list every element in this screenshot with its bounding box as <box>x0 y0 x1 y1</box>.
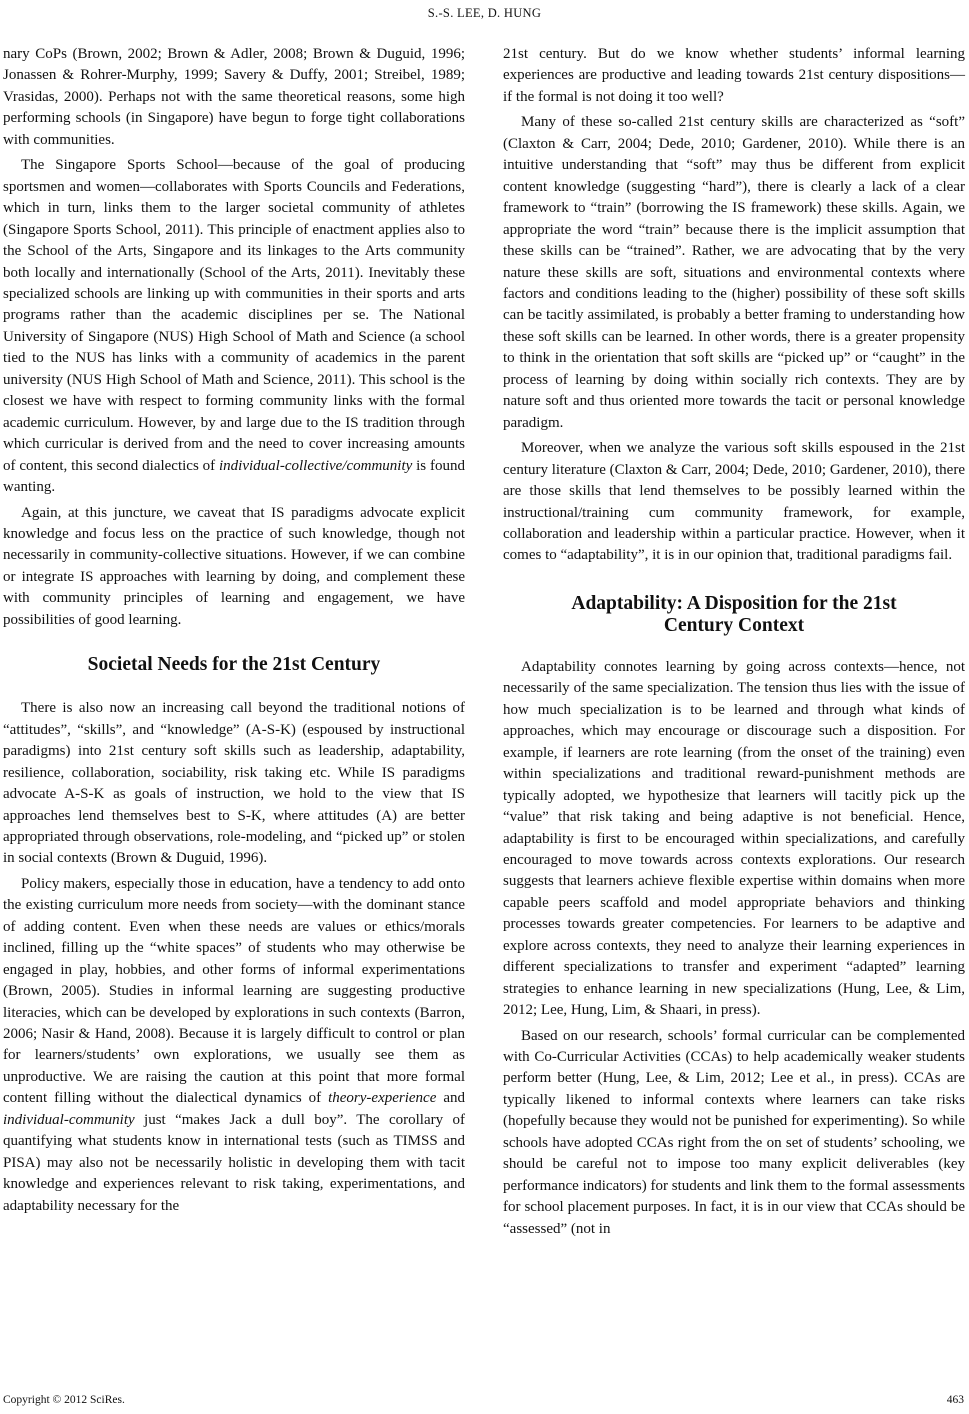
emphasis-text: individual-collective/community <box>219 457 413 474</box>
paragraph: Adaptability connotes learning by going across contexts—hence, not necessarily of the same specialization. The tension thus lies with the issue of how much specialization is to be learned and through what kinds of approaches, which may encourage or discourage such a disposition. For example, if learners are rote learning (from the onset of the training) even within specializations and traditional reward-punishment methods are typically adopted, we hypothesize that learners will tacitly pick up the “value” that risk taking and being adaptive is not beneficial. Hence, adaptability is first to be encouraged within specializations, and carefully encouraged to move towards across contexts explorations. Our research suggests that learners achieve flexible expertise within domains when more capable peers scaffold and model appropriate behaviors and thinking processes towards greater competencies. For learners to be adaptive and explore across contexts, they need to analyze their learning experiences in different specializations to transfer and experiment “adapted” learning strategies to enhance learning in new specializations (Hung, Lee, & Lim, 2012; Lee, Hung, Lim, & Shaari, in press). <box>503 658 965 1019</box>
paragraph-text: Policy makers, especially those in education, have a tendency to add onto the existing curriculum more needs from society—with the dominant stance of adding content. Even when these needs are values or ethics/morals inclined, filling up the “white spaces” of students who may otherwise be engaged in play, hobbies, and other forms of informal experimentations (Brown, 2005). Studies in informal learning are suggesting productive literacies, which can be developed by explorations in such contexts (Barron, 2006; Nasir & Hand, 2008). Because it is largely difficult to control or plan for learners/students’ own explorations, we usually see them as unproductive. We are raising the caution at this point that more formal content filling without the dialectical dynamics of <box>3 875 465 1107</box>
paragraph <box>3 155 465 498</box>
emphasis-text: individual-community <box>3 1111 135 1128</box>
copyright-notice: Copyright © 2012 SciRes. <box>3 1394 125 1406</box>
paragraph: Based on our research, schools’ formal curricular can be complemented with Co-Curricular Activities (CCAs) to help academically weaker students perform better (Hung, Lee, & Lim, 2012; Lee et al., in press). CCAs are typically likened to informal contexts where learners can take risks (hopefully because they would not be punished for experimenting). So while schools have adopted CCAs right from the on set of students’ schooling, we should be careful not to impose too many explicit deliverables (key performance indicators) for students and link them to the formal assessments for school placement purposes. In fact, it is in our view that CCAs should be “assessed” (not in <box>503 1027 965 1237</box>
paragraph: 21st century. But do we know whether students’ informal learning experiences are productive and leading towards 21st century dispositions—if the formal is not doing it too well? <box>503 46 965 105</box>
heading-line: Century Context <box>663 614 805 636</box>
paragraph-text: The Singapore Sports School—because of the goal of producing sportsmen and women—collaborates with Sports Councils and Federations, which in turn, links them to the larger societal community of athletes (Singapore Sports School, 2011). This principle of enactment applies also to the School of the Arts, Singapore and its linkages to the Arts community both locally and internationally (School of the Arts, 2011). Inevitably these specialized schools are linking up with communities in their sports and arts programs rather than the academic disciplines per se. The National University of Singapore (NUS) High School of Math and Science (a school tied to the NUS has links with a community of academics in the parent university (NUS High School of Math and Science, 2011). This school is the closest we have with respect to forming community links with the formal academic curriculum. However, by and large due to the IS tradition through which curricular is derived from and the need to cover increasing amounts of content, this second dialectics of <box>3 157 465 474</box>
paragraph: nary CoPs (Brown, 2002; Brown & Adler, 2008; Brown & Duguid, 1996; Jonassen & Rohrer-Murphy, 1999; Savery & Duffy, 2001; Streibel, 1989; Vrasidas, 2000). Perhaps not with the same theoretical reasons, some high performing schools (in Singapore) have begun to forge tight collaborations with communities. <box>3 46 465 148</box>
paragraph: Many of these so-called 21st century skills are characterized as “soft” (Claxton & Carr, 2004; Dede, 2010; Gardener, 2010). While there is an intuitive understanding that “soft” may thus be different from explicit content knowledge (suggesting “hard”), there is clearly a lack of a clear framework to “train” (borrowing the IS framework) these skills. Again, we appropriate the word “train” because there is the implicit assumption that these skills can be “trained”. Rather, we are advocating that by the very nature these skills are soft, situations and environmental contexts where factors and conditions leading to the (higher) possibility of these soft skills can be tacitly assimilated, is probably a better framing to understanding how these soft skills can be learned. In other words, there is a greater propensity to think in the orientation that soft skills are “picked up” or “caught” in the process of learning by doing within socially rich contexts. They are by nature soft and thus oriented more towards the tacit or personal knowledge paradigm. <box>503 114 965 431</box>
heading-line: Adaptability: A Disposition for the 21st <box>571 592 897 614</box>
paragraph: Moreover, when we analyze the various soft skills espoused in the 21st century literature (Claxton & Carr, 2004; Dede, 2010; Gardener, 2010), there are those skills that lend themselves to be possibly learned within the instructional/training cum community framework, for example, collaboration and leadership within a particular practice. However, when it comes to “adaptability”, it is in our opinion that, traditional paradigms fail. <box>503 440 965 564</box>
paragraph-text: is found wanting. <box>3 457 465 496</box>
page-number: 463 <box>946 1394 964 1406</box>
paragraph: Again, at this juncture, we caveat that IS paradigms advocate explicit knowledge and focus less on the practice of such knowledge, though not necessarily in community-collective situations. However, if we can combine or integrate IS approaches with learning by doing, and complement these with community principles of learning and engagement, we have possibilities of good learning. <box>3 504 465 628</box>
section-heading <box>503 593 965 637</box>
emphasis-text: theory-experience <box>328 1090 437 1107</box>
section-heading: Societal Needs for the 21st Century <box>87 654 381 676</box>
running-head: S.-S. LEE, D. HUNG <box>427 6 542 20</box>
left-column <box>3 44 465 1217</box>
paragraph-text: and <box>436 1090 465 1107</box>
right-column <box>503 44 965 1240</box>
paragraph <box>3 874 465 1217</box>
paragraph: There is also now an increasing call beyond the traditional notions of “attitudes”, “skills”, and “knowledge” (A-S-K) (espoused by instructional paradigms) into 21st century soft skills such as leadership, adaptability, resilience, collaboration, sociability, risk taking etc. While IS paradigms advocate A-S-K as goals of instruction, we hold to the view that IS approaches lend themselves best to S-K, where attitudes (A) are better appropriated through observations, role-modeling, and “picked up” or stolen in social contexts (Brown & Duguid, 1996). <box>3 700 465 867</box>
paragraph-text: just “makes Jack a dull boy”. The corollary of quantifying what students know in international tests (such as TIMSS and PISA) may also not be necessarily holistic in developing them with tacit knowledge and experiences relevant to risk taking, experimentations, and adaptability necessary for the <box>3 1111 465 1214</box>
